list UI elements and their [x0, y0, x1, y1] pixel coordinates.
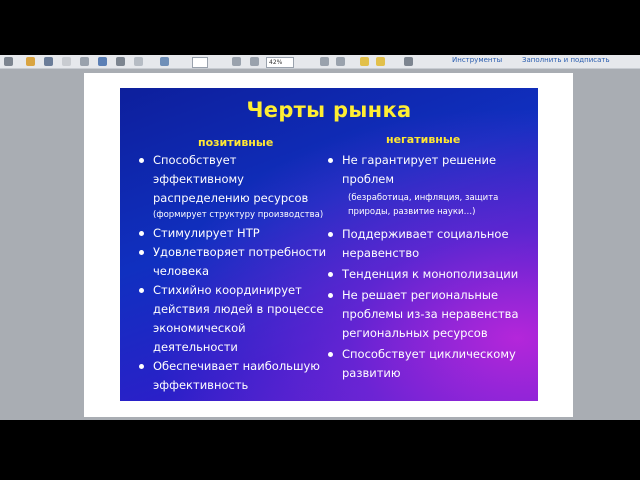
copy-icon[interactable]	[80, 57, 89, 66]
list-item	[325, 151, 530, 225]
bullet-icon	[139, 231, 144, 236]
item-text: Удовлетворяет потребности человека	[153, 245, 327, 278]
item-text: Поддерживает социальное неравенство	[342, 227, 509, 260]
item-text: Не гарантирует решение проблем	[342, 153, 497, 186]
item-text: Способствует циклическому развитию	[342, 347, 516, 380]
screen-bottom-area	[0, 420, 640, 480]
list-item	[325, 265, 530, 284]
positive-list	[136, 151, 331, 395]
item-text: Способствует эффективному распределению ресурсов	[153, 153, 309, 205]
save-icon[interactable]	[44, 57, 53, 66]
bullet-icon	[328, 293, 333, 298]
list-item	[136, 224, 331, 243]
list-item	[325, 345, 530, 383]
bullet-icon	[328, 352, 333, 357]
positive-heading: позитивные	[198, 136, 274, 149]
highlight-icon[interactable]	[376, 57, 385, 66]
bullet-icon	[139, 158, 144, 163]
list-item	[136, 281, 331, 357]
list-item	[136, 151, 331, 222]
fit-width-icon[interactable]	[336, 57, 345, 66]
document-icon[interactable]	[62, 57, 71, 66]
list-item	[325, 225, 530, 263]
list-item	[136, 243, 331, 281]
bullet-icon	[139, 364, 144, 369]
list-item	[136, 357, 331, 395]
negative-heading: негативные	[386, 133, 461, 146]
sign-icon[interactable]	[404, 57, 413, 66]
mail-icon[interactable]	[134, 57, 143, 66]
folder-icon[interactable]	[26, 57, 35, 66]
zoom-field[interactable]: 42%	[266, 57, 294, 68]
item-text: Не решает региональные проблемы из-за неравенства региональных ресурсов	[342, 288, 519, 340]
slide	[120, 88, 538, 401]
bullet-icon	[328, 232, 333, 237]
comment-icon[interactable]	[360, 57, 369, 66]
negative-list	[325, 151, 530, 383]
viewer-toolbar	[0, 55, 640, 69]
bullet-icon	[139, 250, 144, 255]
slide-title: Черты рынка	[246, 98, 412, 122]
item-text: Стихийно координирует действия людей в процессе экономической деятельности	[153, 283, 324, 354]
item-text: Стимулирует НТР	[153, 226, 260, 240]
fit-page-icon[interactable]	[320, 57, 329, 66]
item-text: Тенденция к монополизации	[342, 267, 519, 281]
item-text: Обеспечивает наибольшую эффективность	[153, 359, 320, 392]
print-icon-2[interactable]	[116, 57, 125, 66]
item-note: (формирует структуру производства)	[153, 210, 324, 220]
bullet-icon	[139, 288, 144, 293]
fill-sign-link[interactable]: Заполнить и подписать	[522, 56, 610, 64]
item-note: (безработица, инфляция, защита природы, развитие науки…)	[348, 193, 499, 217]
bullet-icon	[328, 272, 333, 277]
tools-link[interactable]: Инструменты	[452, 56, 503, 64]
email-icon[interactable]	[98, 57, 107, 66]
bullet-icon	[328, 158, 333, 163]
print-icon[interactable]	[4, 57, 13, 66]
zoom-out-icon[interactable]	[250, 57, 259, 66]
page-number-field[interactable]	[192, 57, 208, 68]
rotate-icon[interactable]	[232, 57, 241, 66]
list-item	[325, 286, 530, 343]
prev-page-icon[interactable]	[160, 57, 169, 66]
